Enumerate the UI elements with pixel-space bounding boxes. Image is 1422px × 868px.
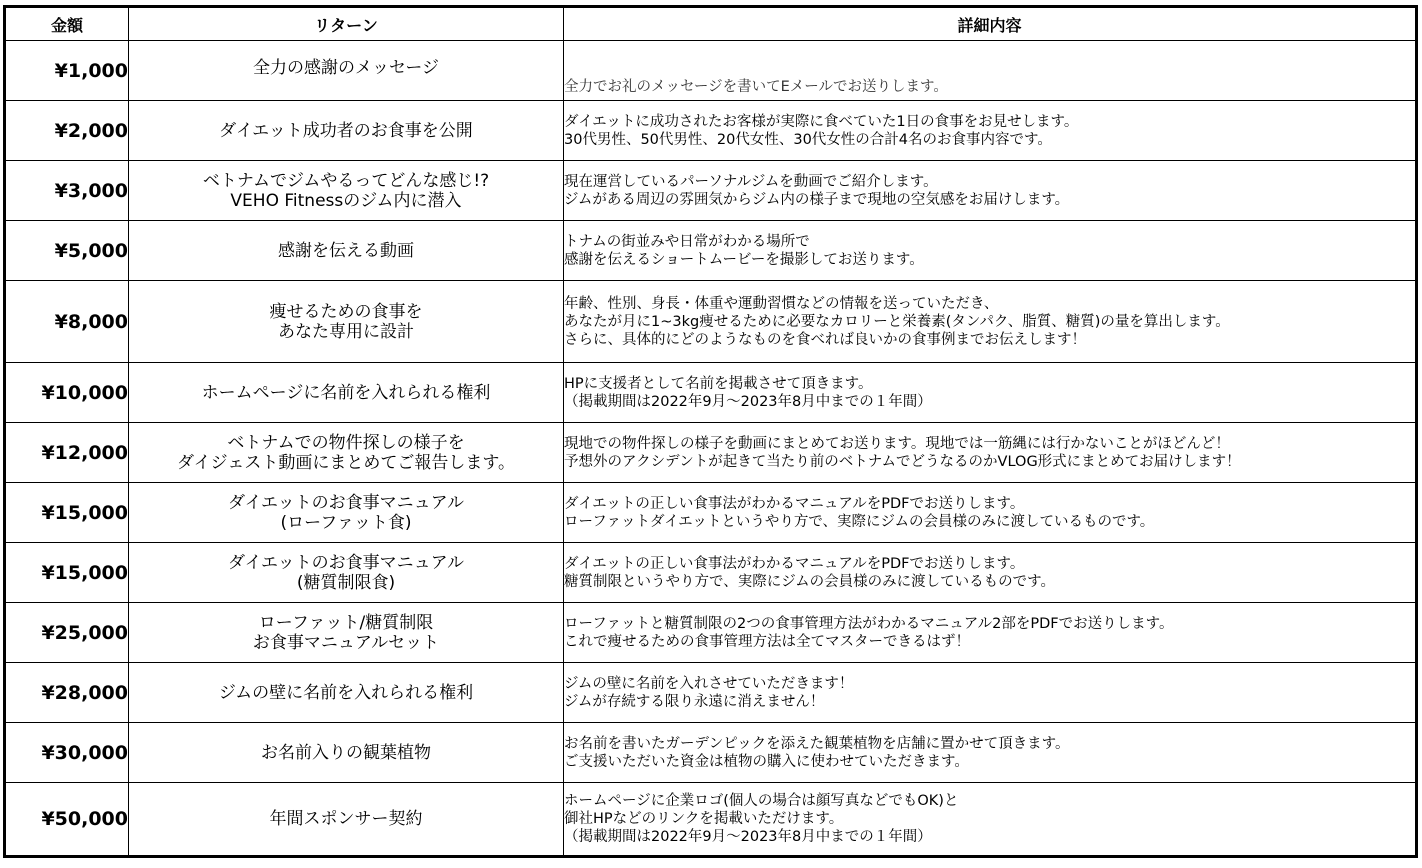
return-cell [129,101,564,161]
detail-line: ジムの壁に名前を入れさせていただきます！ [564,675,854,692]
detail-cell [564,41,1417,101]
detail-line: ご支援いただいた資金は植物の購入に使わせていただきます。 [564,753,969,770]
detail-cell [564,723,1417,783]
table-row [5,101,1417,161]
amount-cell: ¥12,000 [5,423,129,483]
detail-cell [564,783,1417,857]
detail-cell [564,281,1417,363]
amount-cell: ¥1,000 [5,41,129,101]
table-row [5,423,1417,483]
detail-line: ジムがある周辺の雰囲気からジム内の様子まで現地の空気感をお届けします。 [564,191,1070,208]
detail-line: 全力でお礼のメッセージを書いてEメールでお送りします。 [564,79,948,95]
detail-line: トナムの街並みや日常がわかる場所で [564,233,810,250]
detail-line: ダイエットの正しい食事法がわかるマニュアルをPDFでお送りします。 [564,555,1025,572]
return-line: ダイエットのお食事マニュアル [228,492,464,513]
return-line: (ローファット食) [280,512,412,533]
returns-table [3,5,1418,858]
return-line: ダイエットのお食事マニュアル [228,552,464,573]
table-row [5,483,1417,543]
return-line: 全力の感謝のメッセージ [253,58,439,78]
amount-cell: ¥8,000 [5,281,129,363]
return-line: お名前入りの観葉植物 [261,742,431,763]
table-row [5,221,1417,281]
table-row [5,281,1417,363]
detail-line: 30代男性、50代男性、20代女性、30代女性の合計4名のお食事内容です。 [564,131,1052,148]
return-line: お食事マニュアルセット [252,632,440,653]
return-cell [129,783,564,857]
return-line: あなた専用に設計 [278,321,414,342]
return-cell [129,221,564,281]
detail-line: ジムが存続する限り永遠に消えません！ [564,693,825,710]
return-cell [129,41,564,101]
detail-line: 予想外のアクシデントが起きて当たり前のベトナムでどうなるのかVLOG形式にまとめてお届けします！ [564,453,1241,470]
detail-line: ローファットダイエットというやり方で、実際にジムの会員様のみに渡しているものです。 [564,513,1155,530]
table-row [5,723,1417,783]
table-row [5,363,1417,423]
return-line: ベトナムでジムやるってどんな感じ!? [202,170,490,191]
detail-line: これで痩せるための食事管理方法は全てマスターできるはず！ [564,633,970,650]
table-row [5,603,1417,663]
detail-cell [564,543,1417,603]
detail-line: 御社HPなどのリンクを掲載いただけます。 [564,811,844,827]
header-row [5,7,1417,41]
return-line: ジムの壁に名前を入れられる権利 [218,682,474,703]
amount-cell: ¥15,000 [5,483,129,543]
detail-line: ローファットと糖質制限の2つの食事管理方法がわかるマニュアル2部をPDFでお送りします。 [564,615,1174,632]
detail-cell [564,221,1417,281]
detail-cell [564,603,1417,663]
table-row [5,783,1417,857]
detail-line: 糖質制限というやり方で、実際にジムの会員様のみに渡しているものです。 [564,573,1055,590]
detail-cell [564,483,1417,543]
detail-cell [564,101,1417,161]
table-row [5,543,1417,603]
return-line: 痩せるための食事を [269,301,423,322]
detail-cell [564,363,1417,423]
detail-line: ダイエットの正しい食事法がわかるマニュアルをPDFでお送りします。 [564,495,1025,512]
amount-cell: ¥5,000 [5,221,129,281]
detail-cell [564,423,1417,483]
amount-cell: ¥25,000 [5,603,129,663]
detail-line: （掲載期間は2022年9月〜2023年8月中までの１年間） [564,393,932,410]
detail-line: ダイエットに成功されたお客様が実際に食べていた1日の食事をお見せします。 [564,113,1079,130]
return-cell [129,723,564,783]
detail-line: （掲載期間は2022年9月〜2023年8月中までの１年間） [564,829,932,845]
table-row [5,41,1417,101]
return-cell [129,423,564,483]
detail-cell [564,663,1417,723]
return-cell [129,603,564,663]
return-cell [129,483,564,543]
header-amount: 金額 [5,7,129,41]
amount-cell: ¥28,000 [5,663,129,723]
detail-line: HPに支援者として名前を掲載させて頂きます。 [564,375,873,392]
amount-cell: ¥15,000 [5,543,129,603]
detail-line: ホームページに企業ロゴ(個人の場合は顔写真などでもOK)と [564,793,959,809]
return-line: (糖質制限食) [296,572,396,593]
table-row [5,663,1417,723]
return-line: ダイエット成功者のお食事を公開 [219,120,473,141]
return-line: VEHO Fitnessのジム内に潜入 [230,190,462,211]
detail-line: 年齢、性別、身長・体重や運動習慣などの情報を送っていただき、 [564,295,999,312]
table-row [5,161,1417,221]
return-cell [129,161,564,221]
return-line: 年間スポンサー契約 [269,809,423,829]
detail-cell [564,161,1417,221]
amount-cell: ¥10,000 [5,363,129,423]
return-line: 感謝を伝える動画 [278,240,414,261]
amount-cell: ¥50,000 [5,783,129,857]
header-detail: 詳細内容 [564,7,1417,41]
detail-line: さらに、具体的にどのようなものを食べれば良いかの食事例までお伝えします！ [564,331,1086,348]
return-line: ローファット/糖質制限 [258,612,434,633]
amount-cell: ¥30,000 [5,723,129,783]
return-line: ホームページに名前を入れられる権利 [201,382,491,403]
return-cell [129,663,564,723]
detail-line: お名前を書いたガーデンピックを添えた観葉植物を店舗に置かせて頂きます。 [564,735,1070,752]
return-line: ベトナムでの物件探しの様子を [227,432,465,453]
amount-cell: ¥2,000 [5,101,129,161]
detail-line: あなたが月に1~3kg痩せるために必要なカロリーと栄養素(タンパク、脂質、糖質)の量を算出します。 [564,313,1230,330]
detail-line: 現地での物件探しの様子を動画にまとめてお送ります。現地では一筋縄には行かないことがほどんど！ [564,435,1230,452]
return-cell [129,363,564,423]
return-cell [129,543,564,603]
detail-line: 感謝を伝えるショートムービーを撮影してお送ります。 [564,251,924,268]
return-line: ダイジェスト動画にまとめてご報告します。 [177,452,515,473]
amount-cell: ¥3,000 [5,161,129,221]
return-cell [129,281,564,363]
header-return: リターン [129,7,564,41]
detail-line: 現在運営しているパーソナルジムを動画でご紹介します。 [564,173,938,190]
